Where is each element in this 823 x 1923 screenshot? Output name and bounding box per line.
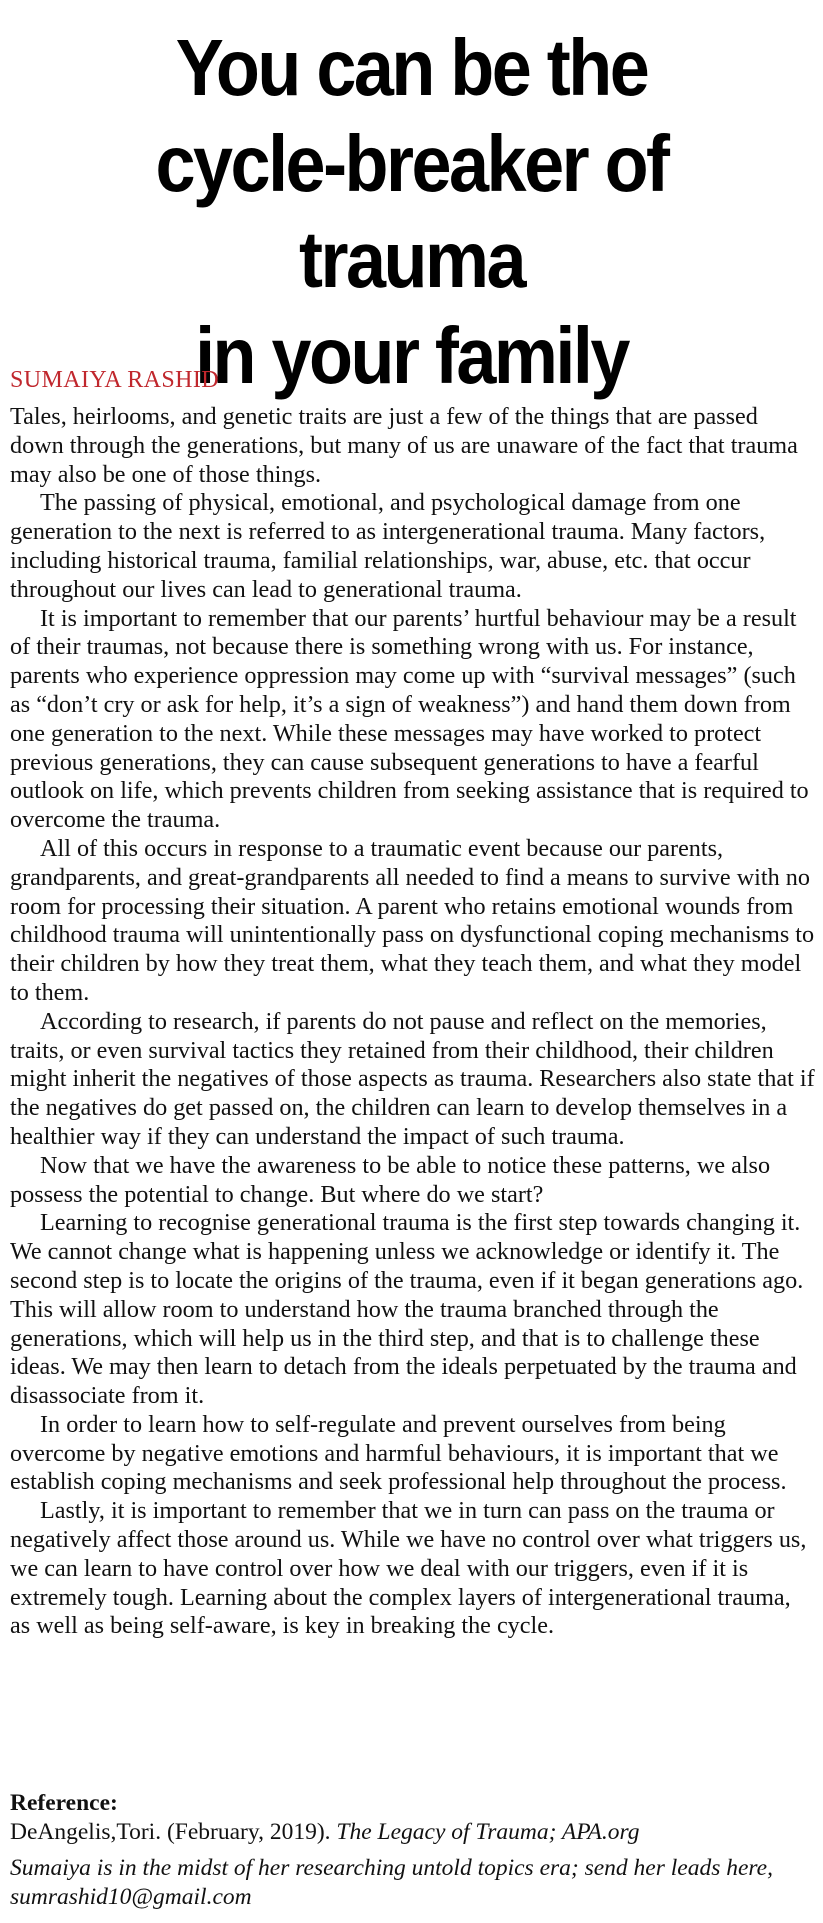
paragraph: Now that we have the awareness to be able to notice these patterns, we also possess the potential to change. But where do we start? (10, 1151, 771, 1208)
paragraph: In order to learn how to self-regulate and prevent ourselves from being overcome by negative emotions and harmful behaviours, it is important that we establish coping mechanisms and seek professional help throughout the process. (10, 1410, 787, 1496)
reference-citation-prefix: DeAngelis,Tori. (February, 2019). (10, 1818, 337, 1845)
headline-line-3: in your family (195, 311, 628, 400)
paragraph: Tales, heirlooms, and genetic traits are just a few of the things that are passed down through the generations, but many of us are unaware of the fact that trauma may also be one of those things. (10, 403, 798, 488)
author-note: Sumaiya is in the midst of her researching untold topics era; send her leads here, sumrashid10@gmail.com (10, 1855, 773, 1910)
paragraph: The passing of physical, emotional, and psychological damage from one generation to the next is referred to as intergenerational trauma. Many factors, including historical trauma, familial relationships, war, abuse, etc. that occur throughout our lives can lead to generational trauma. (10, 489, 766, 603)
reference-section (10, 1789, 816, 1846)
paragraph: Learning to recognise generational trauma is the first step towards changing it. We cannot change what is happening unless we acknowledge or identify it. The second step is to locate the origins of the trauma, even if it began generations ago. This will allow room to understand how the trauma branched through the generations, which will help us in the third step, and that is to challenge these ideas. We may then learn to detach from the ideals perpetuated by the trauma and disassociate from it. (10, 1209, 804, 1410)
headline-line-1: You can be the (175, 23, 648, 112)
paragraph: It is important to remember that our parents’ hurtful behaviour may be a result of their traumas, not because there is something wrong with us. For instance, parents who experience oppression may come up with “survival messages” (such as “don’t cry or ask for help, it’s a sign of weakness”) and hand them down from one generation to the next. While these messages may have worked to protect previous generations, they can cause subsequent generations to have a fearful outlook on life, which prevents children from seeking assistance that is required to overcome the trauma. (10, 604, 809, 834)
paragraph: All of this occurs in response to a traumatic event because our parents, grandparents, and great-grandparents all needed to find a means to survive with no room for processing their situation. A parent who retains emotional wounds from childhood trauma will unintentionally pass on dysfunctional coping mechanisms to their children by how they treat them, what they teach them, and what they model to them. (10, 834, 815, 1006)
reference-citation-title: The Legacy of Trauma; APA.org (336, 1818, 640, 1845)
article-body (10, 403, 816, 1641)
author-byline: SUMAIYA RASHID (10, 367, 219, 393)
headline-line-2: cycle-breaker of trauma (155, 119, 668, 304)
reference-label: Reference: (10, 1790, 118, 1816)
paragraph: Lastly, it is important to remember that we in turn can pass on the trauma or negatively affect those around us. While we have no control over what triggers us, we can learn to have control over how we deal with our triggers, even if it is extremely tough. Learning about the complex layers of intergenerational trauma, as well as being self-aware, is key in breaking the cycle. (10, 1497, 807, 1640)
paragraph: According to research, if parents do not pause and reflect on the memories, traits, or even survival tactics they retained from their childhood, their children might inherit the negatives of those aspects as trauma. Researchers also state that if the negatives do get passed on, the children can learn to develop themselves in a healthier way if they can understand the impact of such trauma. (10, 1007, 815, 1150)
headline (41, 20, 782, 404)
